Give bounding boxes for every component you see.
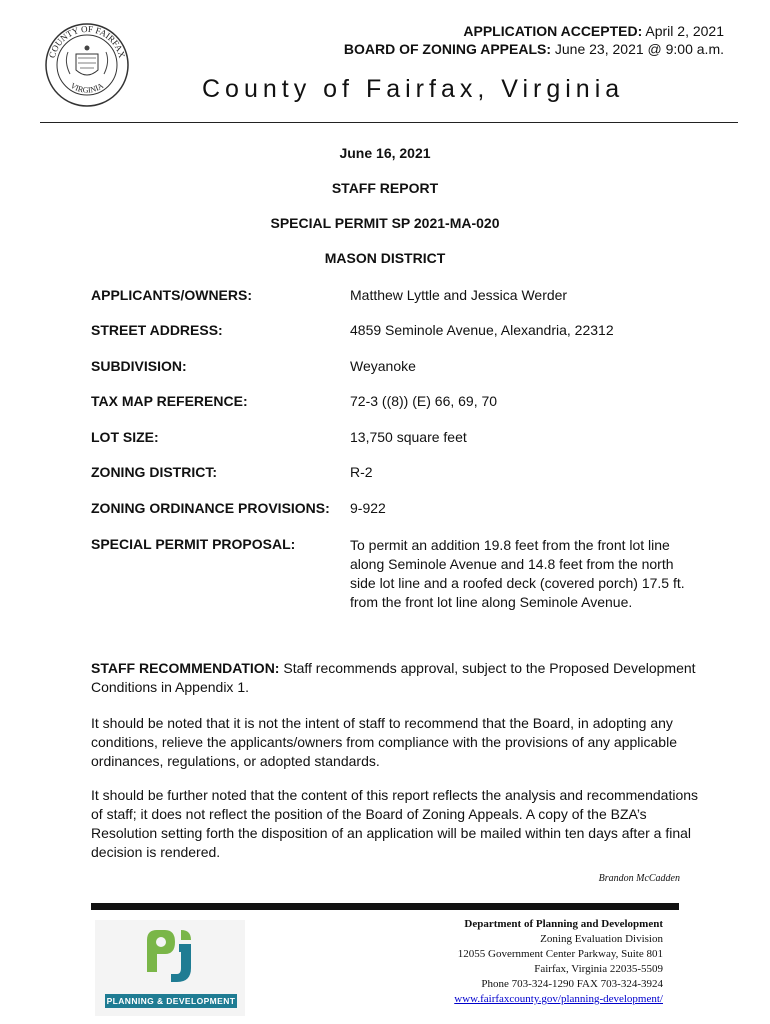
bza-date: June 23, 2021 @ 9:00 a.m. — [554, 41, 724, 57]
subdivision-value: Weyanoke — [350, 358, 416, 374]
logo-text: PLANNING & DEVELOPMENT — [106, 996, 236, 1006]
permit-number: SPECIAL PERMIT SP 2021-MA-020 — [270, 215, 500, 231]
department-contact-block — [454, 917, 663, 1007]
staff-recommendation — [91, 659, 701, 697]
ordinance-provisions-value: 9-922 — [350, 500, 386, 516]
county-seal-image — [42, 22, 132, 108]
recommendation-label: STAFF RECOMMENDATION: — [91, 660, 280, 676]
bza-label: BOARD OF ZONING APPEALS: — [343, 41, 551, 57]
ordinance-provisions-label: ZONING ORDINANCE PROVISIONS: — [91, 500, 330, 516]
staff-signature: Brandon McCadden — [598, 873, 680, 884]
paragraph-content: It should be further noted that the content of this report reflects the analysis and recommendations of staff; it does not reflect the position of the Board of Zoning Appeals. A copy of the BZA’s Resolution setting forth the disposition of an application will be mailed within ten days after a final decision is rendered. — [91, 787, 699, 860]
application-accepted-line — [463, 22, 724, 40]
tax-map-value: 72-3 ((8)) (E) 66, 69, 70 — [350, 393, 498, 409]
pd-logo-mark-icon — [95, 920, 245, 994]
recommendation-text: Staff recommends approval, subject to the Proposed Development Conditions in Appendix 1. — [91, 660, 696, 695]
accepted-label: APPLICATION ACCEPTED: — [463, 23, 643, 39]
address-line-2: Fairfax, Virginia 22035-5509 — [534, 963, 663, 975]
subdivision-label: SUBDIVISION: — [91, 358, 187, 374]
footer-divider — [91, 903, 679, 910]
proposal-value: To permit an addition 19.8 feet from the front lot line along Seminole Avenue and 14.8 feet from the north side lot line and a roofed deck (covered porch) 17.5 ft. from the front lot line along Seminole Avenue. — [350, 537, 685, 610]
planning-development-logo — [95, 920, 245, 1016]
lot-size-value: 13,750 square feet — [350, 429, 467, 445]
zoning-district-label: ZONING DISTRICT: — [91, 464, 217, 480]
address-line-1: 12055 Government Center Parkway, Suite 801 — [457, 948, 663, 960]
svg-text:COUNTY OF FAIRFAX: COUNTY OF FAIRFAX — [46, 23, 128, 60]
zoning-district-value: R-2 — [350, 464, 373, 480]
report-date: June 16, 2021 — [339, 145, 431, 161]
county-title: County of Fairfax, Virginia — [202, 75, 625, 103]
report-type: STAFF REPORT — [331, 180, 439, 196]
department-name: Department of Planning and Development — [464, 918, 663, 930]
street-address-value: 4859 Seminole Avenue, Alexandria, 22312 — [350, 322, 614, 338]
proposal-label: SPECIAL PERMIT PROPOSAL: — [91, 536, 296, 552]
district-name: MASON DISTRICT — [324, 250, 446, 266]
lot-size-label: LOT SIZE: — [91, 429, 159, 445]
applicants-label: APPLICANTS/OWNERS: — [91, 287, 252, 303]
tax-map-label: TAX MAP REFERENCE: — [91, 393, 248, 409]
accepted-date: April 2, 2021 — [645, 23, 724, 39]
applicants-value: Matthew Lyttle and Jessica Werder — [350, 287, 568, 303]
division-name: Zoning Evaluation Division — [540, 933, 663, 945]
paragraph-intent: It should be noted that it is not the intent of staff to recommend that the Board, in adopting any conditions, relieve the applicants/owners from compliance with the provisions of any applicable ordinances, regulations, or adopted standards. — [91, 715, 677, 769]
website-link[interactable]: www.fairfaxcounty.gov/planning-development/ — [454, 993, 663, 1005]
phone-fax: Phone 703-324-1290 FAX 703-324-3924 — [481, 978, 663, 990]
bza-hearing-line — [344, 40, 724, 58]
street-address-label: STREET ADDRESS: — [91, 322, 223, 338]
header-divider — [40, 122, 738, 123]
svg-text:VIRGINIA: VIRGINIA — [68, 80, 106, 95]
